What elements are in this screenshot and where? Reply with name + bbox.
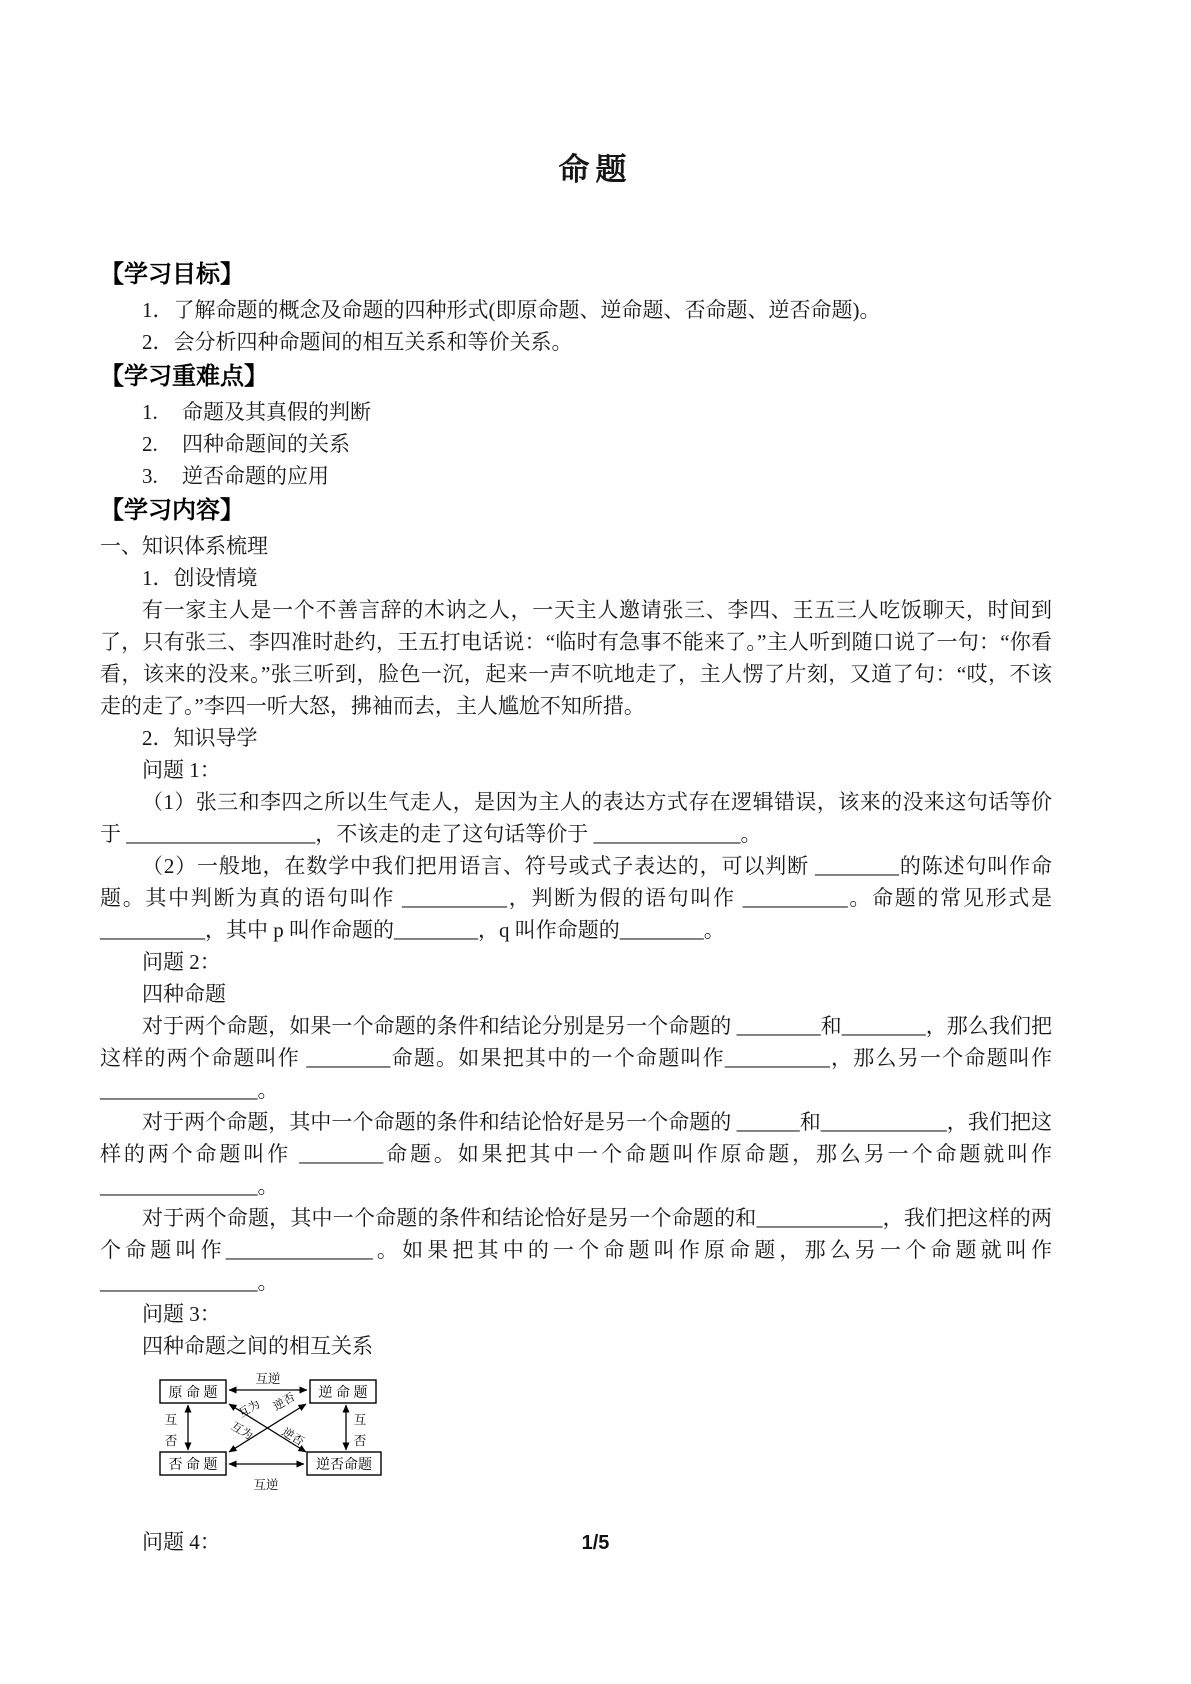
label-mutual-converse-top: 互逆 xyxy=(255,1372,281,1386)
box-contrapositive-label: 逆否命题 xyxy=(316,1458,372,1473)
key-point-item-1 xyxy=(100,396,1052,428)
page-title: 命题 xyxy=(558,152,633,187)
question-3-label: 问题 3： xyxy=(142,1302,221,1326)
situation-story: 有一家主人是一个不善言辞的木讷之人，一天主人邀请张三、李四、王五三人吃饭聊天，时间到了，只有张三、李四准时赴约，王五打电话说：“临时有急事不能来了。”主人听到随口说了一句：“你看看，该来的没来。”张三听到，脸色一沉，起来一声不吭地走了，主人愣了片刻，又道了句：“哎，不该走的走了。”李四一听大怒，拂袖而去，主人尴尬不知所措。 xyxy=(100,598,1052,718)
heading-key-points: 【学习重难点】 xyxy=(100,363,268,390)
question-2-paragraph-3: 对于两个命题，其中一个命题的条件和结论恰好是另一个命题的和____________，我们把这样的两个命题叫作______________。如果把其中的一个命题叫作原命题，那么另一个命题就叫作_______________。 xyxy=(100,1206,1052,1294)
label-contrapositive-pair-asc-2: 逆否 xyxy=(271,1391,298,1414)
question-1-part-1: （1）张三和李四之所以生气走人，是因为主人的表达方式存在逻辑错误，该来的没来这句话等价于 __________________，不该走的走了这句话等价于 ______________。 xyxy=(100,790,1052,846)
guide-title: 2．知识导学 xyxy=(142,726,258,750)
label-mutual-converse-bottom: 互逆 xyxy=(253,1478,279,1492)
label-mutual-negation-right-1: 互 xyxy=(353,1413,367,1427)
question-2-paragraph-1: 对于两个命题，如果一个命题的条件和结论分别是另一个命题的 ________和________，那么我们把这样的两个命题叫作 ________命题。如果把其中的一个命题叫作__________，那么另一个命题叫作 _______________。 xyxy=(100,1014,1052,1102)
key-point-item-3 xyxy=(100,460,1052,492)
key-point-item-2 xyxy=(100,428,1052,460)
situation-title: 1．创设情境 xyxy=(142,566,258,590)
question-4-label: 问题 4： xyxy=(142,1530,221,1554)
item-text: 逆否命题的应用 xyxy=(182,464,329,488)
heading-learning-content: 【学习内容】 xyxy=(100,497,244,524)
item-number: 3. xyxy=(142,464,158,488)
question-3-subtitle: 四种命题之间的相互关系 xyxy=(142,1334,373,1358)
question-2-paragraph-2: 对于两个命题，其中一个命题的条件和结论恰好是另一个命题的 ______和____________，我们把这样的两个命题叫作 ________命题。如果把其中一个命题叫作原命题，那么另一个命题就叫作 _______________。 xyxy=(100,1110,1052,1198)
heading-learning-goals: 【学习目标】 xyxy=(100,261,244,288)
question-2-label: 问题 2： xyxy=(142,950,221,974)
label-contrapositive-pair-desc-2: 逆否 xyxy=(279,1426,306,1449)
label-mutual-negation-left-2: 否 xyxy=(164,1434,178,1448)
propositions-relation-chart xyxy=(158,1372,394,1500)
document-body xyxy=(100,256,1052,1558)
item-text: 命题及其真假的判断 xyxy=(182,400,371,424)
item-number: 1. xyxy=(142,400,158,424)
question-2-subtitle: 四种命题 xyxy=(142,982,226,1006)
question-1-part-2: （2）一般地，在数学中我们把用语言、符号或式子表达的，可以判断 ________的陈述句叫作命题。其中判断为真的语句叫作 __________，判断为假的语句叫作 __________。命题的常见形式是 __________，其中 p 叫作命题的________，q 叫作命题的________。 xyxy=(100,854,1052,942)
box-original-label: 原 命 题 xyxy=(168,1386,218,1401)
question-1-label: 问题 1： xyxy=(142,758,221,782)
label-contrapositive-pair-asc-1: 互为 xyxy=(236,1398,263,1421)
box-converse-label: 逆 命 题 xyxy=(318,1386,368,1401)
label-mutual-negation-left-1: 互 xyxy=(164,1413,178,1427)
box-negation-label: 否 命 题 xyxy=(168,1458,218,1473)
label-mutual-negation-right-2: 否 xyxy=(353,1434,367,1448)
page-number: 1/5 xyxy=(581,1532,610,1554)
goal-item-1: 1．了解命题的概念及命题的四种形式(即原命题、逆命题、否命题、逆否命题)。 xyxy=(142,298,881,322)
four-propositions-diagram xyxy=(158,1372,1052,1500)
label-contrapositive-pair-desc-1: 互为 xyxy=(228,1420,255,1443)
goal-item-2: 2．会分析四种命题间的相互关系和等价关系。 xyxy=(142,330,573,354)
item-text: 四种命题间的关系 xyxy=(182,432,350,456)
item-number: 2. xyxy=(142,432,158,456)
part1-title: 一、知识体系梳理 xyxy=(100,534,268,558)
